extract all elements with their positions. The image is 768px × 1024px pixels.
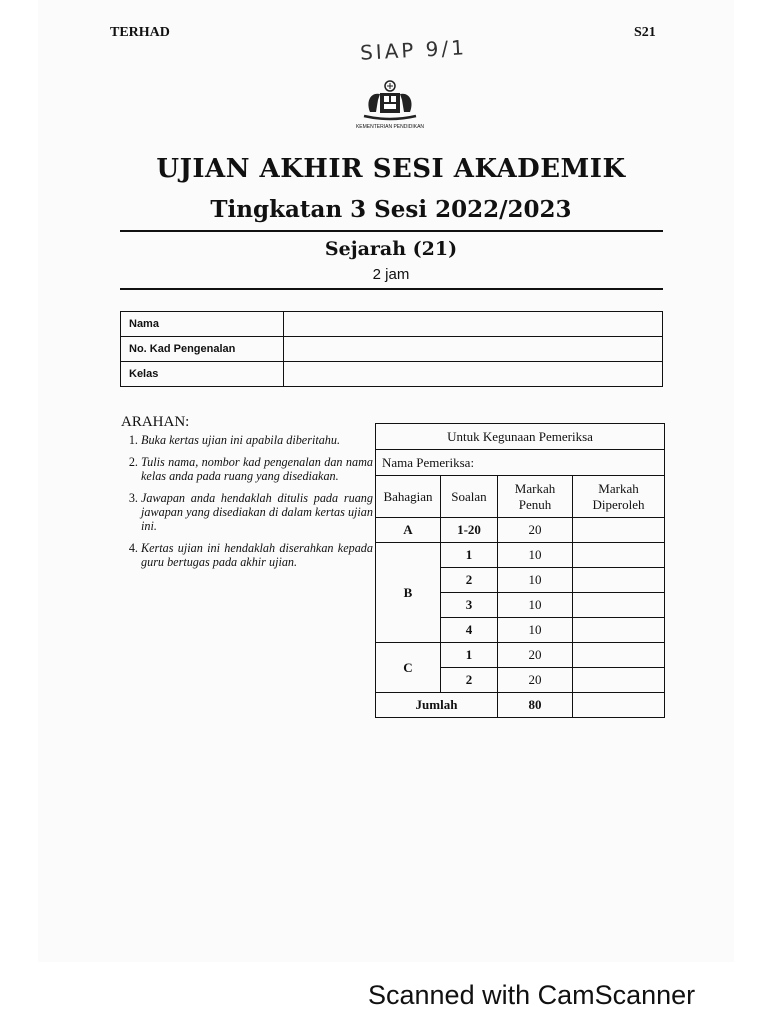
question-cell: 2: [441, 568, 498, 593]
info-row-class: [121, 362, 663, 387]
full-mark-cell: 10: [498, 593, 573, 618]
class-label: Kelas: [121, 362, 284, 387]
instruction-item: 1. Buka kertas ujian ini apabila diberitahu.: [141, 433, 373, 447]
scanner-watermark: Scanned with CamScanner: [368, 980, 696, 1010]
total-label: Jumlah: [376, 693, 498, 718]
ic-label: No. Kad Pengenalan: [121, 337, 284, 362]
subject-title: Sejarah (21): [324, 238, 458, 260]
name-field[interactable]: [284, 312, 663, 337]
full-mark-cell: 20: [498, 668, 573, 693]
paper-code: S21: [634, 25, 656, 40]
info-row-name: [121, 312, 663, 337]
handwritten-note: SIAP 9/1: [359, 35, 468, 65]
obtained-mark-cell[interactable]: [573, 668, 665, 693]
obtained-mark-cell[interactable]: [573, 568, 665, 593]
exam-title: UJIAN AKHIR SESI AKADEMIK: [156, 154, 626, 184]
examiner-name-field[interactable]: Nama Pemeriksa:: [376, 450, 665, 476]
question-cell: 1: [441, 643, 498, 668]
full-mark-cell: 10: [498, 568, 573, 593]
divider: [120, 288, 663, 290]
info-row-ic: [121, 337, 663, 362]
exam-duration: 2 jam: [372, 266, 410, 283]
question-cell: 1-20: [441, 518, 498, 543]
full-mark-cell: 20: [498, 643, 573, 668]
question-cell: 3: [441, 593, 498, 618]
divider: [120, 230, 663, 232]
classification-label: TERHAD: [110, 25, 170, 40]
obtained-mark-cell[interactable]: [573, 593, 665, 618]
full-mark-cell: 10: [498, 543, 573, 568]
name-label: Nama: [121, 312, 284, 337]
coat-of-arms-icon: [358, 80, 422, 122]
total-obtained-mark[interactable]: [573, 693, 665, 718]
question-cell: 1: [441, 543, 498, 568]
instruction-item: 4. Kertas ujian ini hendaklah diserahkan kepada guru bertugas pada akhir ujian.: [141, 541, 373, 569]
obtained-mark-cell[interactable]: [573, 543, 665, 568]
question-cell: 2: [441, 668, 498, 693]
instructions-list: [121, 433, 373, 577]
instructions-title: ARAHAN:: [121, 414, 190, 430]
section-label: A: [376, 518, 441, 543]
instruction-item: 3. Jawapan anda hendaklah ditulis pada ruang jawapan yang disediakan di dalam kertas ujian ini.: [141, 491, 373, 533]
student-info-table: [120, 311, 663, 387]
examiner-table: [375, 423, 665, 718]
ic-field[interactable]: [284, 337, 663, 362]
full-mark-cell: 10: [498, 618, 573, 643]
obtained-mark-cell[interactable]: [573, 518, 665, 543]
instruction-item: 2. Tulis nama, nombor kad pengenalan dan nama kelas anda pada ruang yang disediakan.: [141, 455, 373, 483]
section-label: B: [376, 543, 441, 643]
exam-session: Tingkatan 3 Sesi 2022/2023: [210, 196, 572, 223]
col-header-penuh: Markah Penuh: [498, 476, 573, 518]
ministry-label: KEMENTERIAN PENDIDIKAN: [355, 124, 425, 130]
obtained-mark-cell[interactable]: [573, 618, 665, 643]
col-header-soalan: Soalan: [441, 476, 498, 518]
question-cell: 4: [441, 618, 498, 643]
total-full-mark: 80: [498, 693, 573, 718]
section-label: C: [376, 643, 441, 693]
obtained-mark-cell[interactable]: [573, 643, 665, 668]
class-field[interactable]: [284, 362, 663, 387]
col-header-bahagian: Bahagian: [376, 476, 441, 518]
full-mark-cell: 20: [498, 518, 573, 543]
col-header-diperoleh: Markah Diperoleh: [573, 476, 665, 518]
examiner-table-title: Untuk Kegunaan Pemeriksa: [376, 424, 665, 450]
